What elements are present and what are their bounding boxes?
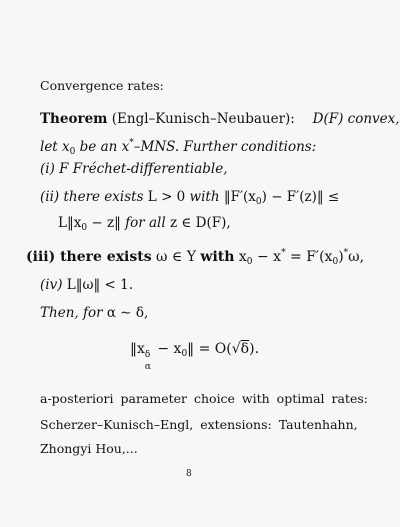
condition-ii-continued: $L‖x_0$ − z‖ for all z ∈ D(F), — [58, 215, 231, 233]
condition-iv: (iv) L‖ω‖ < 1. — [40, 277, 134, 293]
condition-ii: (ii) there exists L > 0 with $‖F'(x_0)$ − F′(z)‖ ≤ — [40, 189, 340, 207]
result-formula: ‖x δ α − $x_0‖ = O(√\delta)$. — [130, 341, 260, 372]
theorem-line-2: let $x_0$ be an x*–MNS. Further conditions: — [40, 138, 317, 157]
theorem-attribution: (Engl–Kunisch–Neubauer): — [111, 111, 295, 127]
section-heading: Convergence rates: — [40, 78, 164, 93]
conclusion: Then, for α ∼ δ, — [40, 305, 149, 321]
theorem-statement: D(F) convex, — [299, 111, 400, 127]
remark-line-3: Zhongyi Hou,... — [40, 441, 138, 456]
remark-line-1: a-posteriori parameter choice with optimal rates: — [40, 391, 368, 406]
theorem-label: Theorem — [40, 111, 108, 127]
page-number: 8 — [186, 469, 192, 479]
condition-iii: (iii) there exists ω ∈ Y with $x_0 - x^* = F'(x_0)^*\omega$, — [26, 248, 365, 267]
condition-i: (i) F Fréchet-differentiable, — [40, 161, 228, 177]
theorem-line-1 — [40, 110, 400, 128]
remark-line-2: Scherzer–Kunisch–Engl, extensions: Tautenhahn, — [40, 417, 358, 432]
